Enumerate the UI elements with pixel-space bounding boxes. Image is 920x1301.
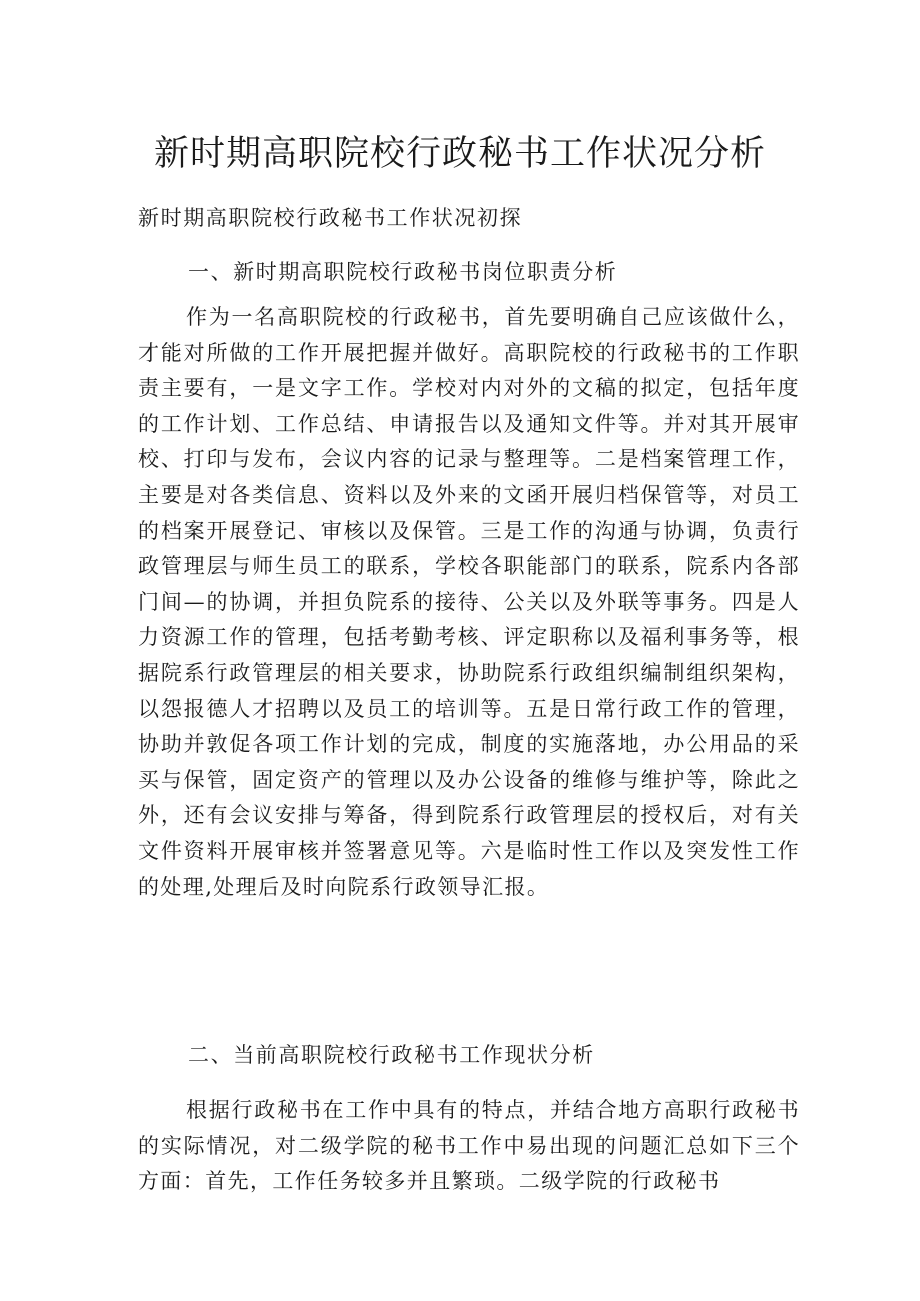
section-heading-1: 一、新时期高职院校行政秘书岗位职责分析: [188, 260, 618, 284]
document-title: 新时期高职院校行政秘书工作状况分析: [153, 134, 766, 174]
document-subtitle: 新时期高职院校行政秘书工作状况初探: [138, 206, 523, 230]
section-1-paragraph: 作为一名高职院校的行政秘书，首先要明确自己应该做什么，才能对所做的工作开展把握并做好。高职院校的行政秘书的工作职责主要有，一是文字工作。学校对内对外的文稿的拟定，包括年度的工作计划、工作总结、申请报告以及通知文件等。并对其开展审校、打印与发布，会议内容的记录与整理等。二是档案管理工作，主要是对各类信息、资料以及外来的文函开展归档保管等，对员工的档案开展登记、审核以及保管。三是工作的沟通与协调，负责行政管理层与师生员工的联系，学校各职能部门的联系，院系内各部门间—的协调，并担负院系的接待、公关以及外联等事务。四是人力资源工作的管理，包括考勤考核、评定职称以及福利事务等，根据院系行政管理层的相关要求，协助院系行政组织编制组织架构，以怨报德人才招聘以及员工的培训等。五是日常行政工作的管理，协助并敦促各项工作计划的完成，制度的实施落地，办公用品的采买与保管，固定资产的管理以及办公设备的维修与维护等，除此之外，还有会议安排与筹备，得到院系行政管理层的授权后，对有关文件资料开展审核并签署意见等。六是临时性工作以及突发性工作的处理,处理后及时向院系行政领导汇报。: [138, 305, 800, 899]
section-2-paragraph: 根据行政秘书在工作中具有的特点，并结合地方高职行政秘书的实际情况，对二级学院的秘书工作中易出现的问题汇总如下三个方面：首先，工作任务较多并且繁琐。二级学院的行政秘书: [138, 1098, 800, 1194]
section-heading-2: 二、当前高职院校行政秘书工作现状分析: [188, 1043, 595, 1067]
